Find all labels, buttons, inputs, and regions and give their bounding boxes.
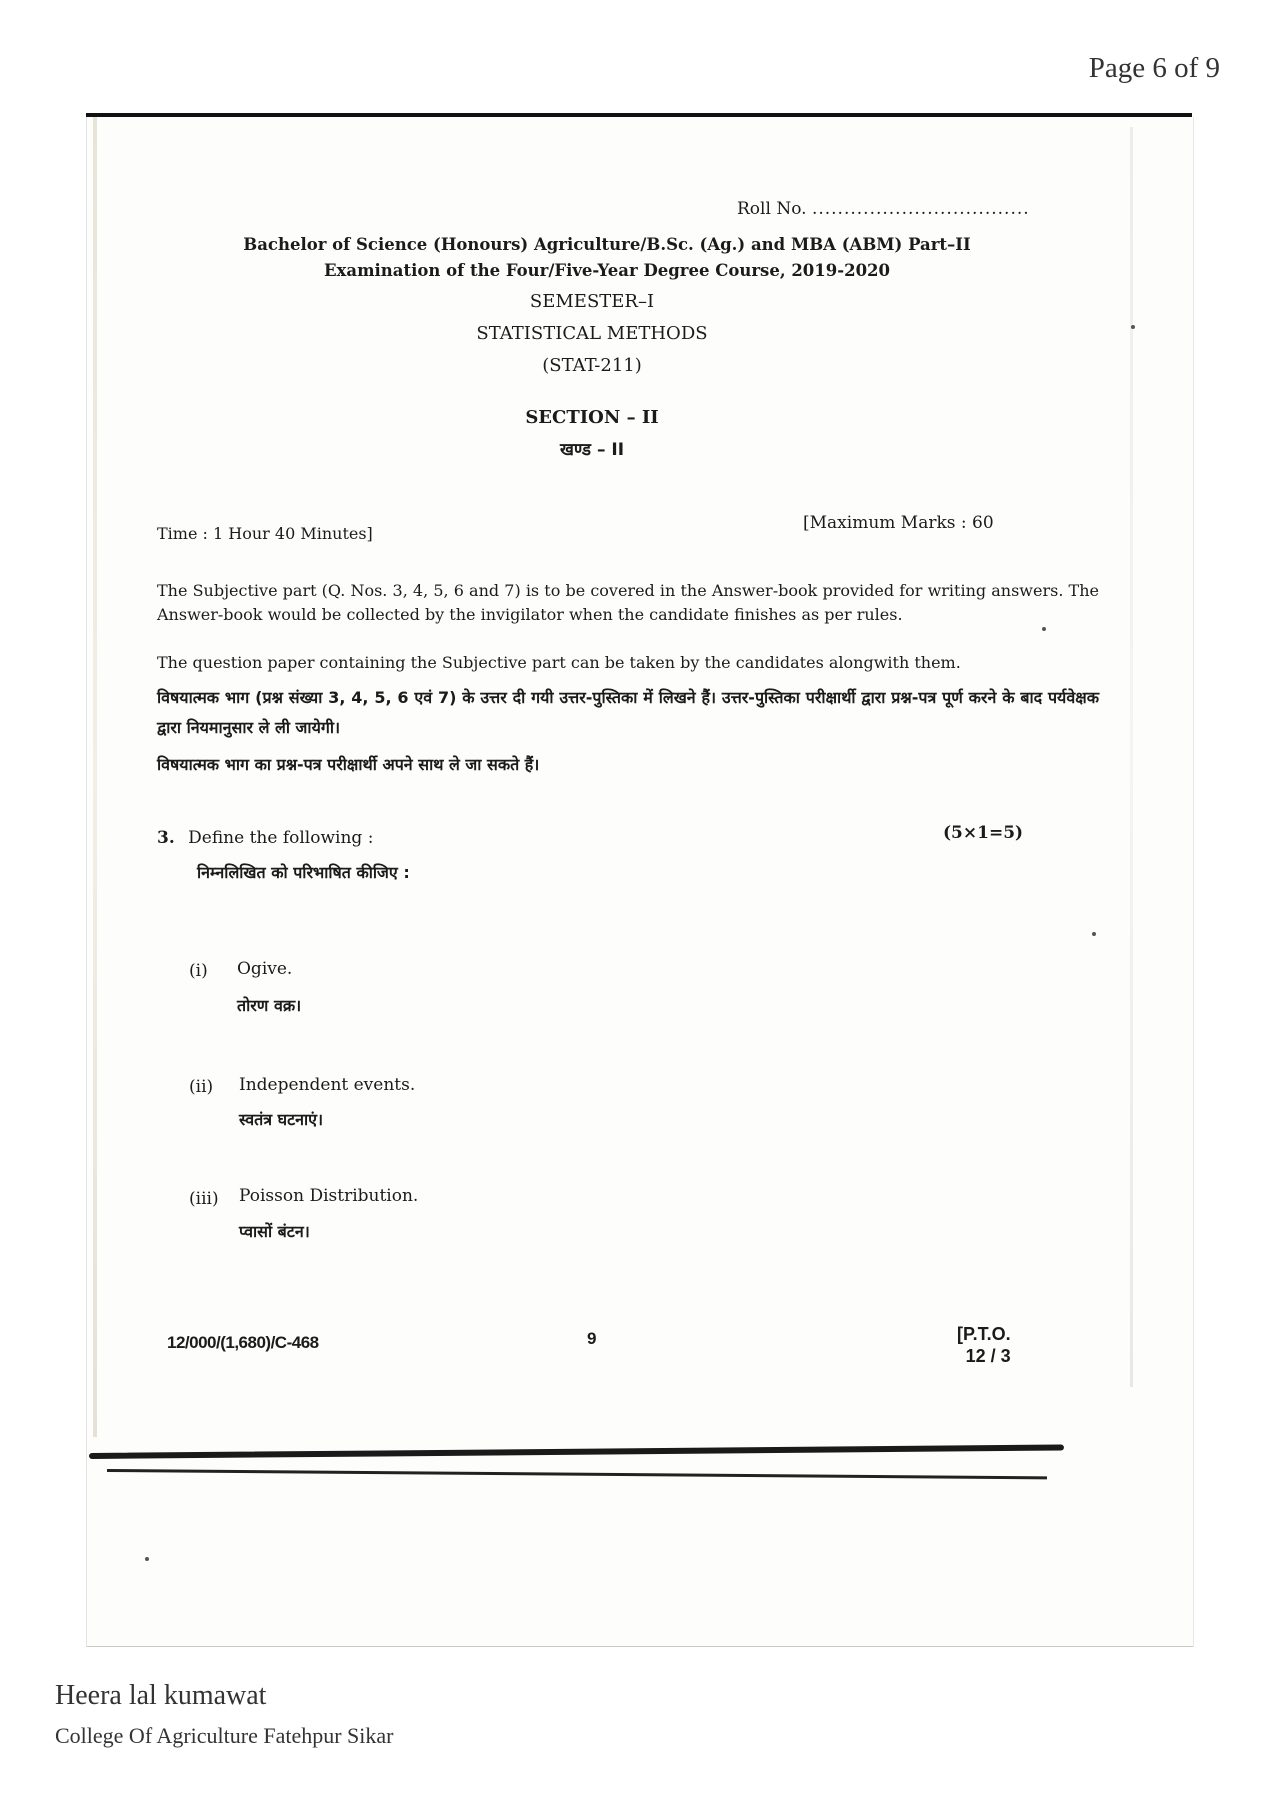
item-number: (ii): [189, 1077, 214, 1097]
item-hindi: प्वासों बंटन।: [239, 1222, 310, 1241]
item-english: Independent events.: [239, 1075, 416, 1095]
scan-bottom-border: [87, 1646, 1193, 1647]
page-number: Page 6 of 9: [1088, 52, 1220, 84]
college-name: College Of Agriculture Fatehpur Sikar: [55, 1723, 394, 1748]
instruction-hindi: विषयात्मक भाग (प्रश्न संख्या 3, 4, 5, 6 एवं 7) के उत्तर दी गयी उत्तर-पुस्तिका में लिखने हैं। उत्तर-पुस्तिका परीक्षार्थी द्वारा प्रश्न-पत्र पूर्ण करने के बाद पर्यवेक्षक द्वारा नियमानुसार ले ली जायेगी।: [157, 688, 1099, 737]
question-3: [157, 828, 373, 848]
pto-block: [957, 1323, 1011, 1367]
maximum-marks: [Maximum Marks : 60: [803, 513, 994, 533]
paper-page-number: 9: [587, 1329, 597, 1348]
question-text: Define the following :: [188, 828, 374, 848]
item-hindi: तोरण वक्र।: [237, 996, 302, 1015]
exam-title: Examination of the Four/Five-Year Degree Course, 2019-2020: [323, 261, 891, 280]
item-english: Ogive.: [237, 959, 293, 979]
instruction-english-2: The question paper containing the Subjective part can be taken by the candidates alongwith them.: [157, 653, 961, 672]
pto-label: [P.T.O.: [957, 1324, 1011, 1344]
time-allowed: Time : 1 Hour 40 Minutes]: [157, 524, 373, 543]
author-name: Heera lal kumawat: [55, 1680, 267, 1711]
instruction-english: The Subjective part (Q. Nos. 3, 4, 5, 6 and 7) is to be covered in the Answer-book provided for writing answers. The Answer-book would be collected by the invigilator when the candidate finishes as per rules.: [157, 581, 1099, 624]
item-english: Poisson Distribution.: [239, 1186, 419, 1206]
paper-code: 12/000/(1,680)/C-468: [167, 1333, 319, 1352]
subject-code: (STAT-211): [542, 355, 642, 376]
roll-dots: ..................................: [811, 199, 1030, 219]
roll-label: Roll No.: [737, 199, 807, 219]
item-number: (i): [189, 961, 208, 981]
instruction-hindi-2: विषयात्मक भाग का प्रश्न-पत्र परीक्षार्थी अपने साथ ले जा सकते हैं।: [157, 755, 540, 774]
degree-title: Bachelor of Science (Honours) Agriculture/B.Sc. (Ag.) and MBA (ABM) Part–II: [243, 235, 971, 254]
question-text-hindi: निम्नलिखित को परिभाषित कीजिए :: [197, 863, 410, 882]
section-heading: SECTION – II: [525, 407, 659, 428]
semester: SEMESTER–I: [529, 291, 655, 312]
item-number: (iii): [189, 1189, 219, 1209]
sheet-label: 12 / 3: [965, 1346, 1011, 1366]
exam-paper: [87, 117, 1193, 1647]
roll-number-line: [737, 199, 1030, 219]
question-number: 3.: [157, 828, 175, 848]
question-marks: (5×1=5): [943, 823, 1024, 843]
item-hindi: स्वतंत्र घटनाएं।: [239, 1110, 324, 1129]
subject-name: STATISTICAL METHODS: [476, 323, 708, 344]
section-heading-hindi: खण्ड – II: [559, 440, 625, 460]
scanned-exam-page: [86, 117, 1194, 1647]
